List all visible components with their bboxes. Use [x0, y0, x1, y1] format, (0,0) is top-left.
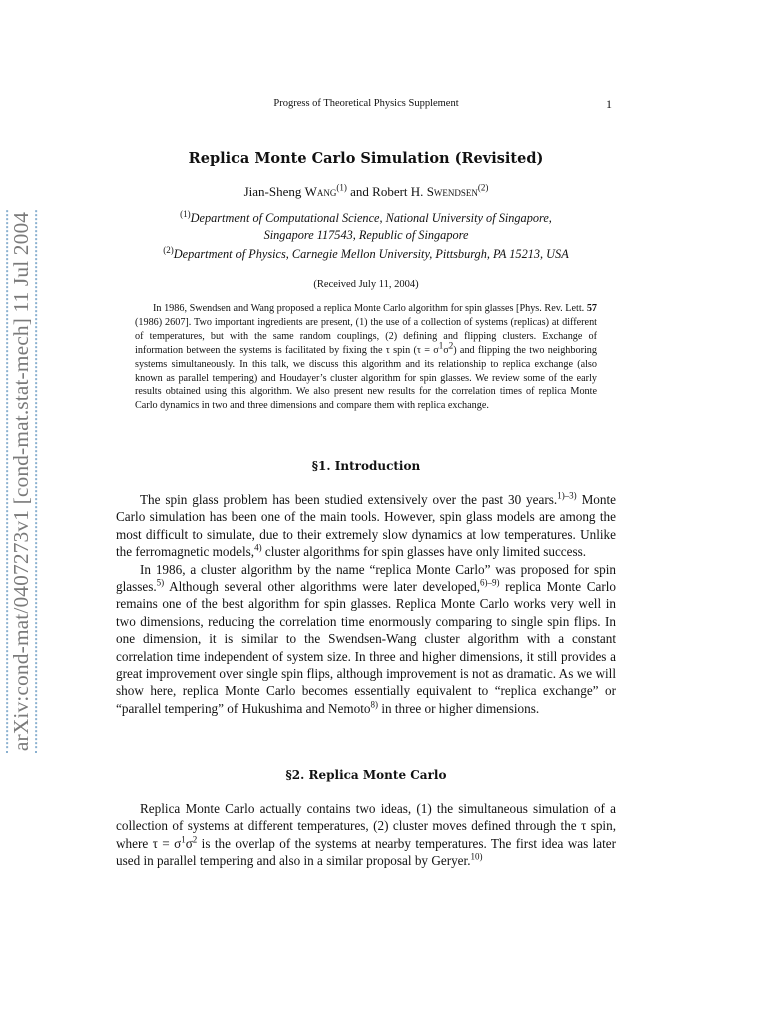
- affiliation-1-line1: Department of Computational Science, National University of Singapore,: [190, 211, 552, 225]
- intro-paragraph-2: [116, 561, 616, 718]
- sec2-p1-text-b: σ: [185, 835, 193, 851]
- running-head: Progress of Theoretical Physics Supplement: [273, 98, 459, 109]
- author2-affil-mark: (2): [477, 182, 489, 193]
- intro-p2-text-d: in three or higher dimensions.: [378, 700, 540, 716]
- affiliation-2: [110, 246, 622, 263]
- sec2-sup-1: 1: [181, 834, 186, 845]
- intro-p1-text-a: The spin glass problem has been studied extensively over the past 30 years.: [140, 492, 558, 507]
- abstract-text-1: In 1986, Swendsen and Wang proposed a replica Monte Carlo algorithm for spin glasses [Phys. Rev. Lett.: [153, 303, 587, 314]
- affiliation-1: [110, 210, 622, 244]
- intro-p1-text-c: cluster algorithms for spin glasses have only limited success.: [261, 544, 587, 560]
- abstract: [135, 302, 597, 413]
- received-date: (Received July 11, 2004): [313, 279, 419, 290]
- intro-p2-text-a: In 1986, a cluster algorithm by the name “replica Monte Carlo” was proposed for spin glasses.: [116, 561, 616, 595]
- affiliation-1-mark: (1): [180, 208, 191, 219]
- intro-p2-text-b: Although several other algorithms were later developed,: [164, 579, 481, 595]
- arxiv-stamp: [2, 148, 42, 814]
- abstract-text-2: (1986) 2607]. Two important ingredients are present, (1) the use of a collection of systems (replicas) at different of temperatures, but with the same random couplings, (2) defining and flipping clusters. Exchange of information between the systems is facilitated by fixing the τ spin (τ = σ: [135, 316, 597, 356]
- section-2-heading: §2. Replica Monte Carlo: [285, 768, 447, 782]
- author-line: [116, 184, 616, 200]
- citation-ref: 1)–3): [557, 490, 577, 501]
- sec2-paragraph-1: [116, 800, 616, 870]
- abstract-sup-2: 2: [448, 340, 454, 351]
- affiliation-2-line1: Department of Physics, Carnegie Mellon University, Pittsburgh, PA 15213, USA: [173, 247, 569, 261]
- author-conjunction: and: [346, 184, 373, 199]
- section-2-body: [116, 800, 616, 870]
- abstract-text-3: σ: [443, 344, 449, 356]
- intro-paragraph-1: [116, 491, 616, 561]
- author1-given: Jian-Sheng: [243, 184, 305, 199]
- author2-surname: Swendsen: [426, 184, 478, 199]
- arxiv-identifier: arXiv:cond-mat/0407273v1 [cond-mat.stat-mech] 11 Jul 2004: [7, 209, 38, 752]
- abstract-sup-1: 1: [438, 340, 444, 351]
- affiliation-2-mark: (2): [163, 244, 174, 255]
- affiliation-1-line2: Singapore 117543, Republic of Singapore: [263, 228, 469, 242]
- sec2-p1-text-c: is the overlap of the systems at nearby temperatures. The first idea was later used in parallel tempering and also in a similar proposal by Geryer.: [116, 835, 617, 869]
- citation-ref: 6)–9): [480, 577, 500, 588]
- page-number: 1: [606, 97, 612, 111]
- citation-ref: 4): [254, 542, 262, 553]
- paper-title: Replica Monte Carlo Simulation (Revisited): [188, 150, 544, 167]
- author2-given: Robert H.: [372, 184, 427, 199]
- author1-affil-mark: (1): [336, 182, 347, 193]
- citation-ref: 5): [156, 577, 165, 588]
- citation-ref: 10): [470, 851, 483, 862]
- abstract-volume: 57: [586, 303, 597, 314]
- author1-surname: Wang: [304, 184, 337, 199]
- abstract-text-4: ) and flipping the two neighboring systems simultaneously. In this talk, we discuss this algorithm and its relationship to replica exchange (also known as parallel tempering) and Houdayer’s cluster algorithm for spin glasses. We review some of the early results obtained using this algorithm. We also present new results for the correlation times of replica Monte Carlo dynamics in two and three dimensions and compare them with replica exchange.: [135, 344, 597, 412]
- intro-p2-text-c: replica Monte Carlo remains one of the best algorithm for spin glasses. Replica Monte Carlo works very well in two dimensions, reducing the correlation time enormously comparing to single spin flips. In one dimension, it is similar to the Swendsen-Wang cluster algorithm with a constant correlation time independent of system size. In three and higher dimensions, it still provides a great improvement over single spin flips, although improvement is not as dramatic. As we will show here, replica Monte Carlo becomes essentially equivalent to “replica exchange” or “parallel tempering” of Hukushima and Nemoto: [116, 579, 616, 716]
- introduction-body: [116, 491, 616, 717]
- section-1-heading: §1. Introduction: [311, 459, 421, 473]
- sec2-p1-text-a: Replica Monte Carlo actually contains two ideas, (1) the simultaneous simulation of a collection of systems at different temperatures, (2) cluster moves defined through the τ spin, where τ = σ: [116, 801, 616, 851]
- intro-p1-text-b: Monte Carlo simulation has been one of the main tools. However, spin glass models are among the most difficult to simulate, due to their extremely slow dynamics at low temperatures. Unlike the ferromagnetic models,: [116, 492, 617, 560]
- sec2-sup-2: 2: [192, 834, 198, 845]
- citation-ref: 8): [370, 699, 379, 710]
